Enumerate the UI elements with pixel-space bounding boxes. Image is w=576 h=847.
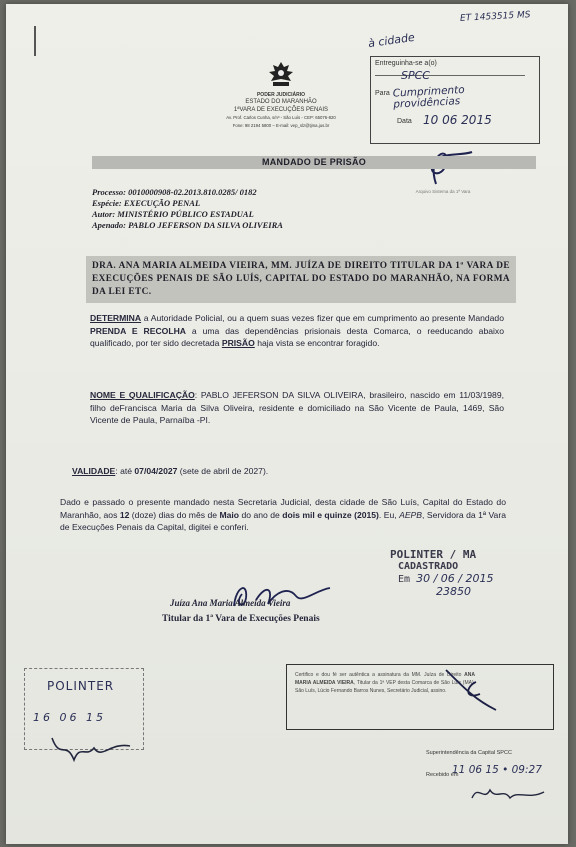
handwritten-reference: ET 1453515 MS — [459, 10, 531, 24]
receipt-date: 10 06 2015 — [423, 113, 492, 127]
header-court-unit: 1ªVARA DE EXECUÇÕES PENAIS — [233, 107, 329, 113]
spcc-signature-icon — [468, 780, 548, 806]
closing-paragraph: Dado e passado o presente mandado nesta Secretaria Judicial, desta cidade de São Luís, Capital do Estado do Maranhão, aos 12 (doze) dias do mês de Maio do ano de dois mil e quinze (2015). Eu, AEPB, Servidora da 1ª Vara de Execuções Penais da Capital, digitei e conferi. — [60, 497, 506, 532]
header-contact: Fone: 98 2194 5800 – E-mail: vep_slz@tjma.jus.br — [232, 123, 330, 128]
receipt-stamp-line2: Para — [375, 90, 390, 97]
validity-paragraph: VALIDADE: até 07/04/2027 (sete de abril de 2027). — [72, 466, 269, 476]
polinter-code: 23850 — [436, 585, 471, 598]
qualification-paragraph: NOME E QUALIFICAÇÃO: PABLO JEFERSON DA SILVA OLIVEIRA, brasileiro, nascido em 11/03/1989, filho deFrancisca Maria da Silva Oliveira, residente e domiciliado na São Vicente de Paula, 1469, São Vicente de Paula, Parnaíba -PI. — [90, 390, 504, 425]
polinter-registered-stamp — [390, 548, 540, 598]
receipt-stamp — [370, 56, 540, 144]
case-process: Processo: 0010000908-02.2013.810.0285/ 0182 — [92, 187, 257, 197]
case-type: Espécie: EXECUÇÃO PENAL — [92, 198, 201, 208]
polinter-signature-icon — [46, 730, 136, 770]
spcc-stamp-value: 11 06 15 • 09:27 — [452, 764, 542, 776]
polinter-box-date: 16 06 15 — [33, 711, 106, 724]
document-page — [6, 4, 568, 844]
receipt-to: SPCC — [401, 69, 430, 82]
header-court-name: PODER JUDICIÁRIO — [256, 92, 306, 98]
spcc-stamp-line1: Superintendência da Capital SPCC — [426, 750, 512, 756]
spcc-stamp-line2: Recebido em — [426, 772, 459, 778]
judge-signature-icon — [226, 576, 336, 616]
certification-text: Certifico e dou fé ser autêntica a assinatura da MM. Juíza de Direito ANA MARIA ALMEIDA VIEIRA, Titular da 1ª VEP desta Comarca de São Luís (MA). São Luís, Lúcio Fernando Barros Nunes, Secretário Judicial, assino. — [295, 672, 475, 694]
receipt-for: Cumprimento providências — [392, 83, 465, 111]
case-defendant: Apenado: PABLO JEFERSON DA SILVA OLIVEIRA — [92, 220, 283, 230]
receipt-stamp-line3: Data — [397, 118, 412, 125]
header-address: Av. Prof. Carlos Cunha, s/nº - São Luís - CEP: 65076-820 — [226, 115, 336, 120]
signature-name: Juíza Ana Maria Almeida Vieira — [170, 598, 291, 608]
case-author: Autor: MINISTÉRIO PÚBLICO ESTADUAL — [92, 209, 254, 219]
handwritten-note: à cidade — [367, 30, 416, 51]
determination-paragraph: DETERMINA a Autoridade Policial, ou a quem suas vezes fizer que em cumprimento ao presente Mandado PRENDA E RECOLHA a uma das dependências prisionais desta Comarca, o reeducando abaixo qualificado, por ter sido decretada PRISÃO haja vista se encontrar foragido. — [90, 313, 505, 348]
header-state: ESTADO DO MARANHÃO — [245, 99, 317, 105]
certification-box — [286, 664, 554, 730]
signature-title: Titular da 1ª Vara de Execuções Penais — [162, 614, 320, 624]
case-info — [92, 187, 283, 231]
judge-header: DRA. ANA MARIA ALMEIDA VIEIRA, MM. JUÍZA DE DIREITO TITULAR DA 1ª VARA DE EXECUÇÕES PENAIS DE SÃO LUÍS, CAPITAL DO ESTADO DO MARANHÃO, NA FORMA DA LEI ETC. — [86, 256, 516, 303]
polinter-box-title: POLINTER — [47, 679, 115, 693]
receipt-stamp-line1: Entreguinha-se a(o) — [375, 60, 437, 67]
margin-mark — [34, 26, 36, 56]
coat-of-arms-icon — [264, 60, 298, 90]
system-stamp-text: Arquivo Sistema da 1ª Vara — [415, 189, 471, 194]
polinter-stamp-line3: Em 30 / 06 / 2015 — [398, 572, 494, 585]
document-title: MANDADO DE PRISÃO — [92, 156, 536, 169]
polinter-stamp-line1: POLINTER / MA — [390, 548, 477, 561]
certification-signature-icon — [436, 660, 506, 720]
polinter-stamp-line2: CADASTRADO — [398, 561, 459, 572]
